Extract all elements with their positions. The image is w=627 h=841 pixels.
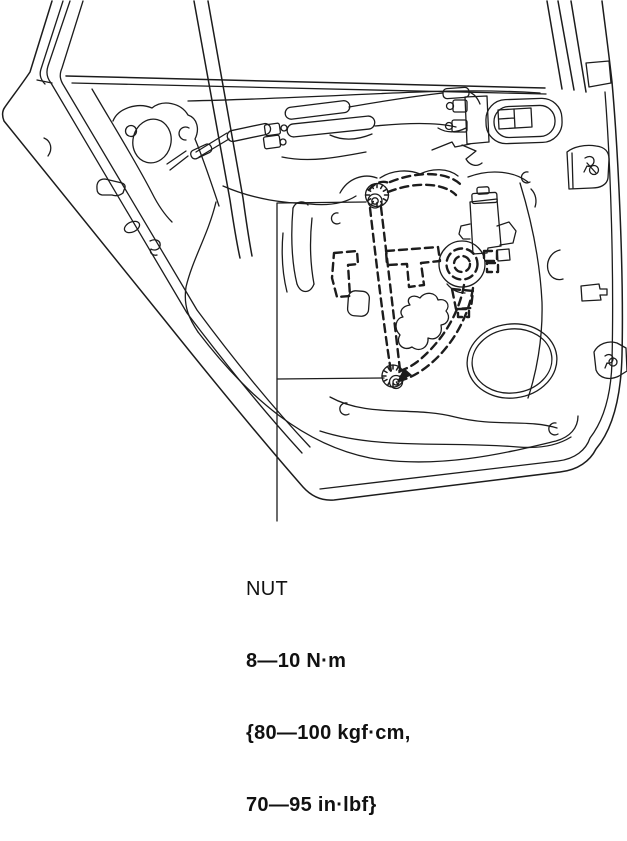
nut-callout-label (246, 529, 411, 841)
inside-handle (485, 98, 562, 145)
callout-leader (277, 202, 384, 521)
edge-bracket (581, 284, 607, 301)
motor-body (470, 199, 501, 254)
door-outline (3, 1, 623, 500)
torque-inlbf: 70—95 in·lbf} (246, 794, 377, 816)
belt-line (66, 76, 546, 101)
torque-nm: 8—10 N·m (246, 650, 347, 672)
lock-cables (167, 87, 489, 170)
cable-sheath (285, 100, 351, 120)
top-nut-icon (366, 184, 389, 209)
division-bar (194, 1, 240, 258)
callout-box (277, 202, 384, 379)
window-regulator-dashed (332, 174, 498, 381)
panel-hole-irregular (396, 293, 448, 349)
regulator-motor (439, 187, 516, 293)
carriage-bracket (386, 247, 440, 287)
speaker-opening (463, 319, 561, 403)
carriage-bracket (332, 251, 358, 297)
lift-rail (370, 208, 391, 372)
part-name: NUT (246, 578, 289, 600)
window-frame (194, 1, 611, 258)
panel-hole-square (347, 290, 370, 316)
panel-hole-large (128, 115, 176, 167)
torque-kgfcm: {80—100 kgf·cm, (246, 722, 411, 744)
